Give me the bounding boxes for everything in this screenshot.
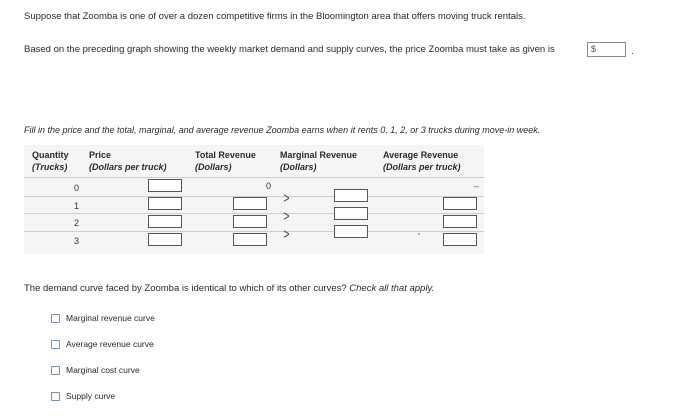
quantity-cell: 0 <box>74 183 80 193</box>
price-input-q2[interactable] <box>148 215 182 228</box>
quantity-cell: 2 <box>74 218 80 228</box>
header-quantity: Quantity (Trucks) <box>32 150 69 172</box>
checkbox[interactable] <box>51 314 60 323</box>
marginal-revenue-input-q2[interactable] <box>334 207 368 220</box>
option-average-revenue[interactable]: Average revenue curve <box>51 339 154 349</box>
average-revenue-q0: – <box>474 181 480 191</box>
header-price: Price (Dollars per truck) <box>89 150 167 172</box>
average-revenue-input-q1[interactable] <box>443 197 477 210</box>
header-average-revenue: Average Revenue (Dollars per truck) <box>383 150 461 172</box>
table-divider <box>24 177 484 178</box>
checkbox[interactable] <box>51 366 60 375</box>
price-input-q3[interactable] <box>148 233 182 246</box>
chevron-right-icon: > <box>283 190 290 207</box>
question-price-prompt: Based on the preceding graph showing the weekly market demand and supply curves, the price Zoomba must take as given is <box>24 44 555 55</box>
total-revenue-input-q3[interactable] <box>233 233 267 246</box>
price-input-q0[interactable] <box>148 179 182 192</box>
period: . <box>631 46 634 57</box>
chevron-right-icon: > <box>283 226 290 243</box>
option-supply-curve[interactable]: Supply curve <box>51 391 115 401</box>
header-total-revenue: Total Revenue (Dollars) <box>195 150 256 172</box>
stray-dot <box>418 233 420 235</box>
quantity-cell: 3 <box>74 236 80 246</box>
total-revenue-input-q1[interactable] <box>233 197 267 210</box>
dollar-sign: $ <box>591 44 597 54</box>
table-divider <box>24 213 484 214</box>
quantity-cell: 1 <box>74 201 80 211</box>
checkbox[interactable] <box>51 340 60 349</box>
table-instruction: Fill in the price and the total, marginal, and average revenue Zoomba earns when it rents 0, 1, 2, or 3 trucks during move-in week. <box>24 125 541 135</box>
total-revenue-input-q2[interactable] <box>233 215 267 228</box>
question-demand-curve: The demand curve faced by Zoomba is identical to which of its other curves? Check all that apply. <box>24 283 435 294</box>
average-revenue-input-q3[interactable] <box>443 233 477 246</box>
marginal-revenue-input-q1[interactable] <box>334 189 368 202</box>
option-marginal-cost[interactable]: Marginal cost curve <box>51 365 140 375</box>
average-revenue-input-q2[interactable] <box>443 215 477 228</box>
chevron-right-icon: > <box>283 208 290 225</box>
price-input[interactable] <box>587 42 626 57</box>
checkbox[interactable] <box>51 392 60 401</box>
option-marginal-revenue[interactable]: Marginal revenue curve <box>51 313 155 323</box>
price-input-q1[interactable] <box>148 197 182 210</box>
header-marginal-revenue: Marginal Revenue (Dollars) <box>280 150 358 172</box>
total-revenue-q0: 0 <box>266 181 272 191</box>
marginal-revenue-input-q3[interactable] <box>334 225 368 238</box>
table-divider <box>24 231 484 232</box>
question-intro: Suppose that Zoomba is one of over a dozen competitive firms in the Bloomington area that offers moving truck rentals. <box>24 11 526 22</box>
